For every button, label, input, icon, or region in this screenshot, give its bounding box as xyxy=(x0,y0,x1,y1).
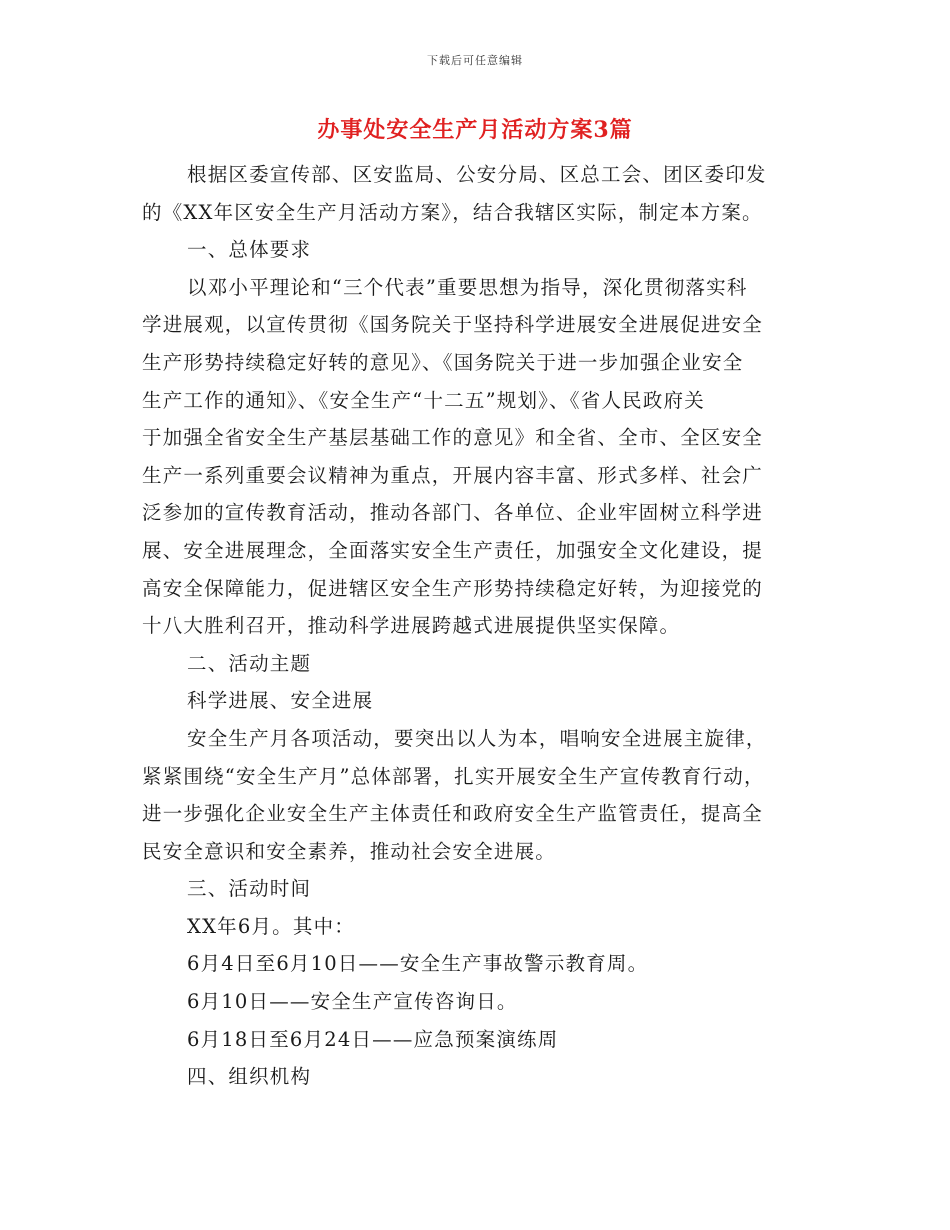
text-line: 6月4日至6月10日——安全生产事故警示教育周。 xyxy=(187,952,649,976)
text-line: 高安全保障能力，促进辖区安全生产形势持续稳定好转，为迎接党的 xyxy=(142,576,764,600)
text-line: 科学进展、安全进展 xyxy=(187,689,374,713)
text-line: 的《XX年区安全生产月活动方案》，结合我辖区实际，制定本方案。 xyxy=(142,200,763,224)
header-note: 下载后可任意编辑 xyxy=(427,54,523,67)
text-line: 二、活动主题 xyxy=(187,651,312,675)
text-line: 生产形势持续稳定好转的意见》、《国务院关于进一步加强企业安全 xyxy=(142,350,744,374)
document-title: 办事处安全生产月活动方案3篇 xyxy=(317,117,633,143)
text-line: 四、组织机构 xyxy=(187,1065,312,1089)
text-line: XX年6月。其中： xyxy=(187,914,355,938)
text-line: 以邓小平理论和“三个代表”重要思想为指导，深化贯彻落实科 xyxy=(187,275,748,299)
text-line: 民安全意识和安全素养，推动社会安全进展。 xyxy=(142,839,557,863)
text-line: 一、总体要求 xyxy=(187,238,312,262)
text-line: 生产一系列重要会议精神为重点，开展内容丰富、形式多样、社会广 xyxy=(142,463,764,487)
text-line: 紧紧围绕“安全生产月”总体部署，扎实开展安全生产宣传教育行动， xyxy=(142,764,765,788)
text-line: 进一步强化企业安全生产主体责任和政府安全生产监管责任，提高全 xyxy=(142,802,764,826)
text-line: 生产工作的通知》、《安全生产“十二五”规划》、《省人民政府关 xyxy=(142,388,705,412)
text-line: 于加强全省安全生产基层基础工作的意见》和全省、全市、全区安全 xyxy=(142,426,764,450)
text-line: 泛参加的宣传教育活动，推动各部门、各单位、企业牢固树立科学进 xyxy=(142,501,764,525)
document-body xyxy=(142,156,812,1096)
text-line: 6月10日——安全生产宣传咨询日。 xyxy=(187,990,518,1014)
text-line: 学进展观，以宣传贯彻《国务院关于坚持科学进展安全进展促进安全 xyxy=(142,313,764,337)
text-line: 根据区委宣传部、区安监局、公安分局、区总工会、团区委印发 xyxy=(187,163,767,186)
text-line: 三、活动时间 xyxy=(187,877,312,901)
text-line: 6月18日至6月24日——应急预案演练周 xyxy=(187,1027,559,1051)
text-line: 十八大胜利召开，推动科学进展跨越式进展提供坚实保障。 xyxy=(142,614,681,638)
text-line: 安全生产月各项活动，要突出以人为本，唱响安全进展主旋律， xyxy=(187,726,767,750)
text-line: 展、安全进展理念，全面落实安全生产责任，加强安全文化建设，提 xyxy=(142,538,764,562)
